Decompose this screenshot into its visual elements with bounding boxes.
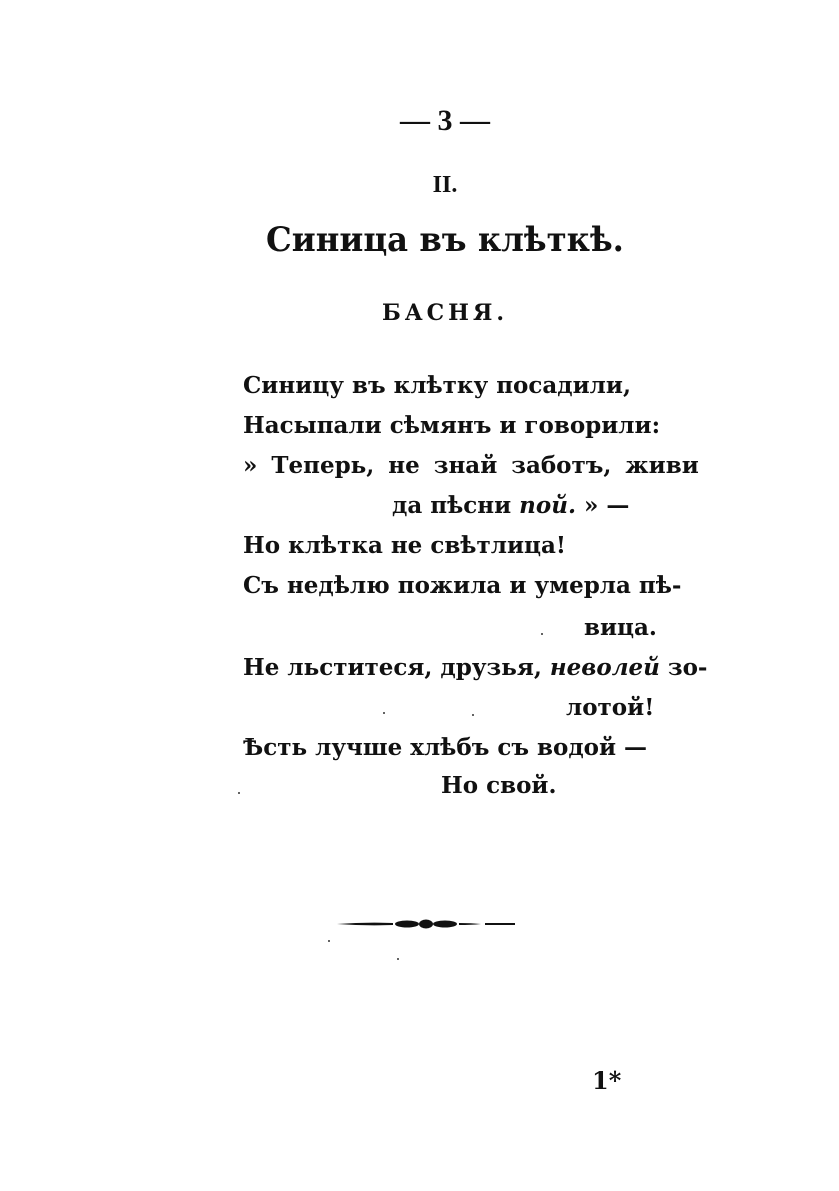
verse-italic-word: неволей	[549, 654, 660, 681]
verse-line-1: Синицу въ клѣтку посадили,	[243, 372, 631, 399]
page-number: — 3 —	[400, 104, 490, 137]
verse-line-4: Но клѣтка не свѣтлица!	[243, 532, 566, 559]
paper-speck	[238, 792, 240, 794]
verse-italic-word: пой.	[519, 492, 576, 519]
verse-line-6-continuation: лотой!	[566, 694, 655, 721]
verse-line-5: Съ недѣлю пожила и умерла пѣ-	[243, 572, 682, 599]
signature-mark: 1*	[592, 1066, 622, 1095]
paper-speck	[383, 712, 385, 714]
verse-line-3: » Теперь, не знай заботъ, живи	[243, 452, 699, 479]
paper-speck	[328, 940, 330, 942]
fable-title: Синица въ клѣткѣ.	[266, 220, 624, 260]
verse-text: Не льститеся, друзья,	[243, 654, 550, 681]
section-number: II.	[432, 172, 458, 198]
verse-line-3-continuation	[392, 492, 629, 519]
verse-line-5-continuation: вица.	[584, 614, 657, 641]
paper-speck	[472, 714, 474, 716]
verse-line-7-continuation: Но свой.	[441, 772, 557, 799]
verse-line-6	[243, 654, 707, 681]
verse-line-2: Насыпали сѣмянъ и говорили:	[243, 412, 661, 439]
verse-text: » —	[575, 492, 630, 519]
verse-line-7: Ѣсть лучше хлѣбъ съ водой —	[243, 734, 648, 761]
verse-text: зо-	[659, 654, 708, 681]
verse-text: да пѣсни	[392, 492, 520, 519]
end-ornament	[335, 914, 517, 934]
paper-speck	[541, 633, 543, 635]
paper-speck	[397, 958, 399, 960]
fable-subtitle: БАСНЯ.	[381, 300, 509, 326]
